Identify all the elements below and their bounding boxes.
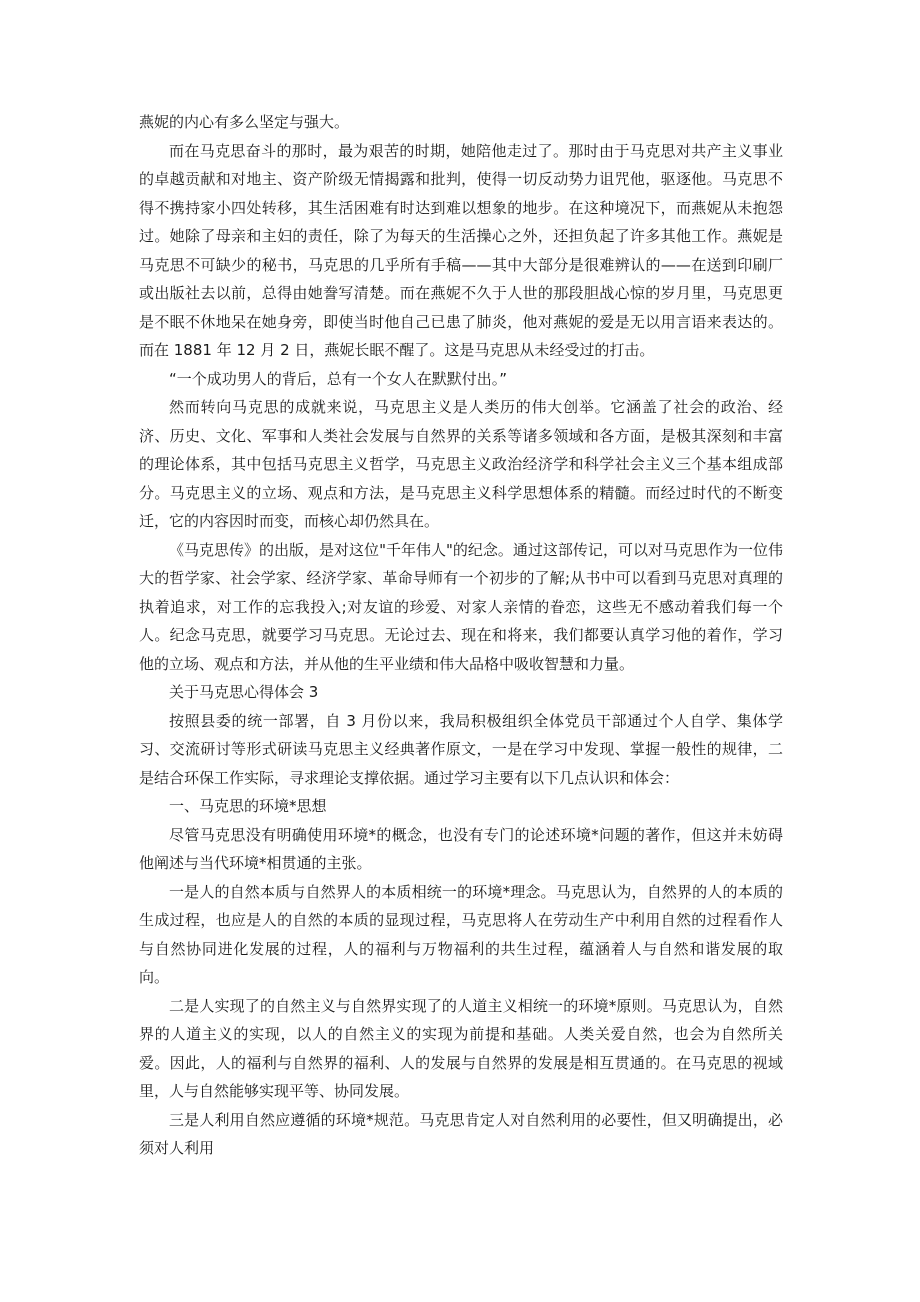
paragraph-3-quote: “一个成功男人的背后，总有一个女人在默默付出。”	[169, 369, 508, 388]
paragraph-11: 二是人实现了的自然主义与自然界实现了的人道主义相统一的环境*原则。马克思认为，自然界的人道主义的实现，以人的自然主义的实现为前提和基础。人类关爱自然，也会为自然所关爱。因此，人的福利与自然界的福利、人的发展与自然界的发展是相互贯通的。在马克思的视域里，人与自然能够实现平等、协同发展。	[139, 996, 783, 1100]
paragraph-2: 而在马克思奋斗的那时，最为艰苦的时期，她陪他走过了。那时由于马克思对共产主义事业的卓越贡献和对地主、资产阶级无情揭露和批判，使得一切反动势力诅咒他，驱逐他。马克思不得不携持家小四处转移，其生活困难有时达到难以想象的地步。在这种境况下，而燕妮从未抱怨过。她除了母亲和主妇的责任，除了为每天的生活操心之外，还担负起了许多其他工作。燕妮是马克思不可缺少的秘书，马克思的几乎所有手稿——其中大部分是很难辨认的——在送到印刷厂或出版社去以前，总得由她誊写清楚。而在燕妮不久于人世的那段胆战心惊的岁月里，马克思更是不眠不休地呆在她身旁，即使当时他自己已患了肺炎，他对燕妮的爱是无以用言语来表达的。而在 1881 年 12 月 2 日，燕妮长眠不醒了。这是马克思从未经受过的打击。	[139, 141, 783, 359]
document-page	[139, 108, 783, 1163]
paragraph-12: 三是人利用自然应遵循的环境*规范。马克思肯定人对自然利用的必要性，但又明确提出，必须对人利用	[139, 1110, 783, 1157]
subheading-1: 一、马克思的环境*思想	[169, 797, 327, 815]
paragraph-9: 尽管马克思没有明确使用环境*的概念，也没有专门的论述环境*问题的著作，但这并未妨碍他阐述与当代环境*相贯通的主张。	[139, 825, 783, 872]
paragraph-10: 一是人的自然本质与自然界人的本质相统一的环境*理念。马克思认为，自然界的人的本质的生成过程，也应是人的自然的本质的显现过程，马克思将人在劳动生产中利用自然的过程看作人与自然协同进化发展的过程，人的福利与万物福利的共生过程，蕴涵着人与自然和谐发展的取向。	[139, 882, 783, 986]
paragraph-5: 《马克思传》的出版，是对这位"千年伟人"的纪念。通过这部传记，可以对马克思作为一位伟大的哲学家、社会学家、经济学家、革命导师有一个初步的了解;从书中可以看到马克思对真理的执着追求，对工作的忘我投入;对友谊的珍爱、对家人亲情的眷恋，这些无不感动着我们每一个人。纪念马克思，就要学习马克思。无论过去、现在和将来，我们都要认真学习他的着作，学习他的立场、观点和方法，并从他的生平业绩和伟大品格中吸收智慧和力量。	[139, 540, 783, 673]
section-heading-3: 关于马克思心得体会 3	[169, 683, 319, 701]
paragraph-1: 燕妮的内心有多么坚定与强大。	[139, 113, 350, 131]
paragraph-7: 按照县委的统一部署，自 3 月份以来，我局积极组织全体党员干部通过个人自学、集体学习、交流研讨等形式研读马克思主义经典著作原文，一是在学习中发现、掌握一般性的规律，二是结合环保工作实际，寻求理论支撑依据。通过学习主要有以下几点认识和体会：	[139, 711, 783, 787]
paragraph-4: 然而转向马克思的成就来说，马克思主义是人类历的伟大创举。它涵盖了社会的政治、经济、历史、文化、军事和人类社会发展与自然界的关系等诸多领域和各方面，是极其深刻和丰富的理论体系，其中包括马克思主义哲学，马克思主义政治经济学和科学社会主义三个基本组成部分。马克思主义的立场、观点和方法，是马克思主义科学思想体系的精髓。而经过时代的不断变迁，它的内容因时而变，而核心却仍然具在。	[139, 398, 783, 530]
